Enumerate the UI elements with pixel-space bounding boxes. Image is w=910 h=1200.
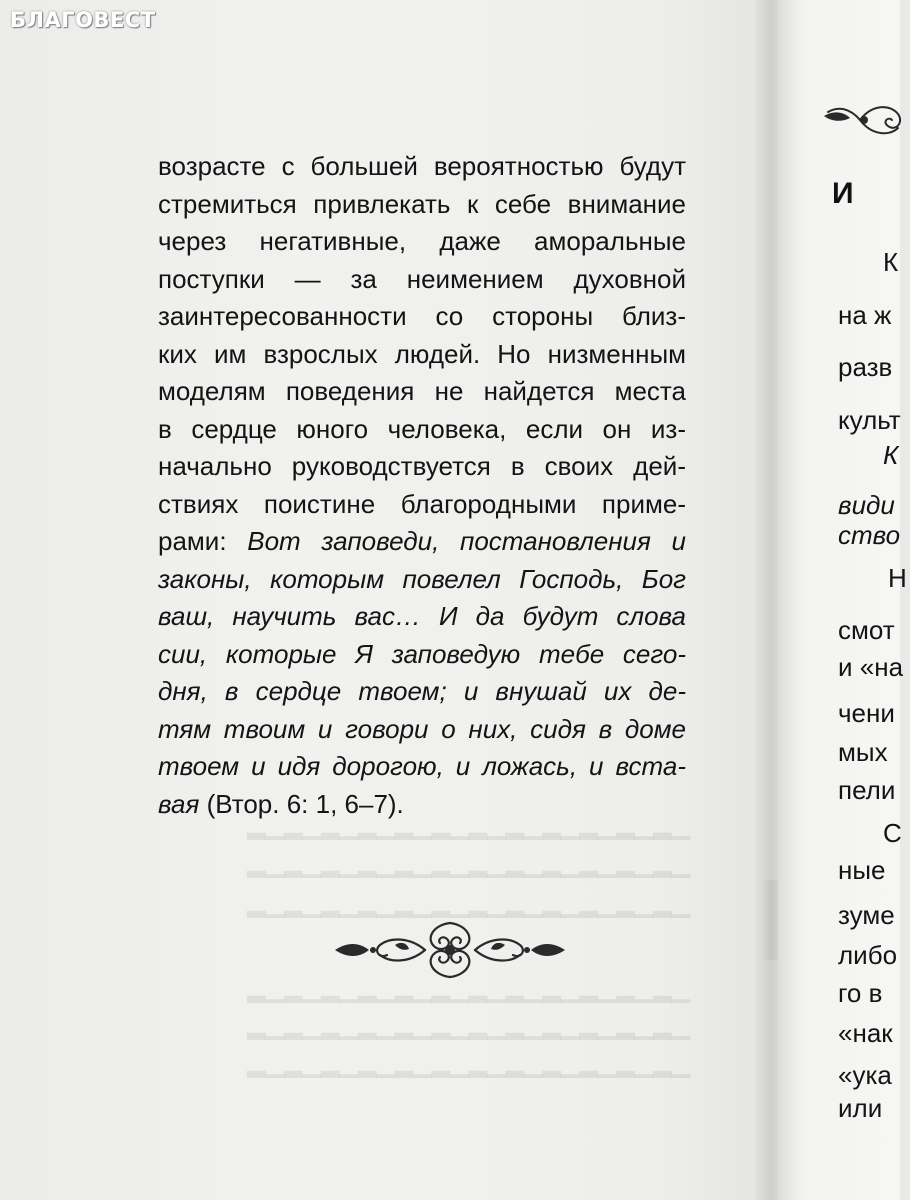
floral-header-icon: [820, 90, 910, 150]
right-page-line: К: [883, 440, 899, 470]
right-page-line: «ука: [838, 1060, 892, 1090]
show-through-line: ▁▂▁▂▁▂▁▂▁▂▁▂▁▂▁▂▁▂▁▂▁▂▁▂: [247, 890, 690, 918]
text-line: [158, 411, 686, 449]
body-text-segment: ких им взрослых людей. Но низменным: [158, 338, 686, 369]
show-through-line: ▁▂▁▂▁▂▁▂▁▂▁▂▁▂▁▂▁▂▁▂▁▂▁▂: [247, 812, 690, 840]
right-page-line: пели: [838, 775, 896, 805]
scripture-quote-text: вая: [158, 788, 200, 819]
text-line: [158, 186, 686, 224]
text-line: [158, 223, 686, 261]
text-line: [158, 561, 686, 599]
text-line: [158, 523, 686, 561]
right-page-line: «нак: [838, 1018, 893, 1048]
show-through-line: ▁▂▁▂▁▂▁▂▁▂▁▂▁▂▁▂▁▂▁▂▁▂▁▂: [247, 1050, 690, 1078]
text-line: [158, 598, 686, 636]
show-through-line: ▁▂▁▂▁▂▁▂▁▂▁▂▁▂▁▂▁▂▁▂▁▂▁▂: [247, 1012, 690, 1040]
body-text-segment: через негативные, даже аморальные: [158, 226, 686, 256]
right-page-line: С: [883, 818, 902, 848]
scripture-quote-text: законы, которым повелел Господь, Бог: [158, 563, 686, 594]
right-page-line: чени: [838, 698, 895, 728]
right-page-line: разв: [838, 352, 893, 382]
text-line: [158, 486, 686, 524]
scripture-quote-text: тям твоим и говори о них, сидя в доме: [158, 713, 686, 744]
scripture-quote-text: твоем и идя дорогою, и ложась, и вста-: [158, 751, 686, 781]
text-line: [158, 786, 686, 824]
right-page-line: Н: [888, 563, 907, 593]
right-page-line: мых: [838, 737, 888, 767]
show-through-line: ▁▂▁▂▁▂▁▂▁▂▁▂▁▂▁▂▁▂▁▂▁▂▁▂: [247, 975, 690, 1003]
body-text-segment: ствиях поистине благородными приме-: [158, 488, 686, 519]
scripture-quote-text: дня, в сердце твоем; и внушай их де-: [158, 676, 686, 706]
right-page-line: на ж: [838, 300, 892, 330]
show-through-line: ▁▂▁▂▁▂▁▂▁▂▁▂▁▂▁▂▁▂▁▂▁▂▁▂: [247, 850, 690, 878]
text-line: [158, 448, 686, 486]
watermark: БЛАГОВЕСТ: [10, 8, 156, 32]
right-page-line: К: [883, 247, 899, 277]
text-line: [158, 373, 686, 411]
scripture-quote-text: ваш, научить вас… И да будут слова: [158, 601, 686, 631]
text-line: [158, 711, 686, 749]
right-page-line: и «на: [838, 652, 904, 682]
text-line: [158, 336, 686, 374]
body-text: [158, 148, 686, 823]
body-text-segment: (Втор. 6: 1, 6–7).: [199, 788, 404, 819]
text-line: [158, 748, 686, 786]
right-page-line: либо: [838, 940, 898, 970]
text-line: [158, 636, 686, 674]
body-text-segment: рами:: [158, 526, 248, 556]
text-line: [158, 298, 686, 336]
text-line: [158, 673, 686, 711]
right-page-line: ство: [838, 520, 901, 550]
scripture-quote-text: Вот заповеди, постановления и: [247, 526, 686, 556]
right-page-line: види: [838, 490, 895, 520]
right-page-line: ные: [838, 855, 886, 885]
floral-vignette-icon: [325, 915, 575, 985]
right-page-line: или: [838, 1093, 883, 1123]
body-text-segment: поступки — за неимением духовной: [158, 263, 686, 294]
body-text-segment: возрасте с большей вероятностью будут: [158, 151, 686, 181]
body-text-segment: моделям поведения не найдется места: [158, 376, 686, 406]
text-line: [158, 261, 686, 299]
body-text-segment: начально руководствуется в своих дей-: [158, 451, 686, 481]
body-text-segment: заинтересованности со стороны близ-: [158, 301, 686, 331]
right-page-line: зуме: [838, 900, 895, 930]
right-page-line: культ: [838, 405, 901, 435]
body-text-segment: стремиться привлекать к себе внимание: [158, 188, 686, 219]
right-page-heading: И: [832, 177, 854, 210]
right-page-line: смот: [838, 615, 895, 645]
scripture-quote-text: сии, которые Я заповедую тебе сего-: [158, 638, 686, 669]
body-text-segment: в сердце юного человека, если он из-: [158, 413, 686, 444]
right-page-line: го в: [838, 978, 883, 1008]
text-line: [158, 148, 686, 186]
